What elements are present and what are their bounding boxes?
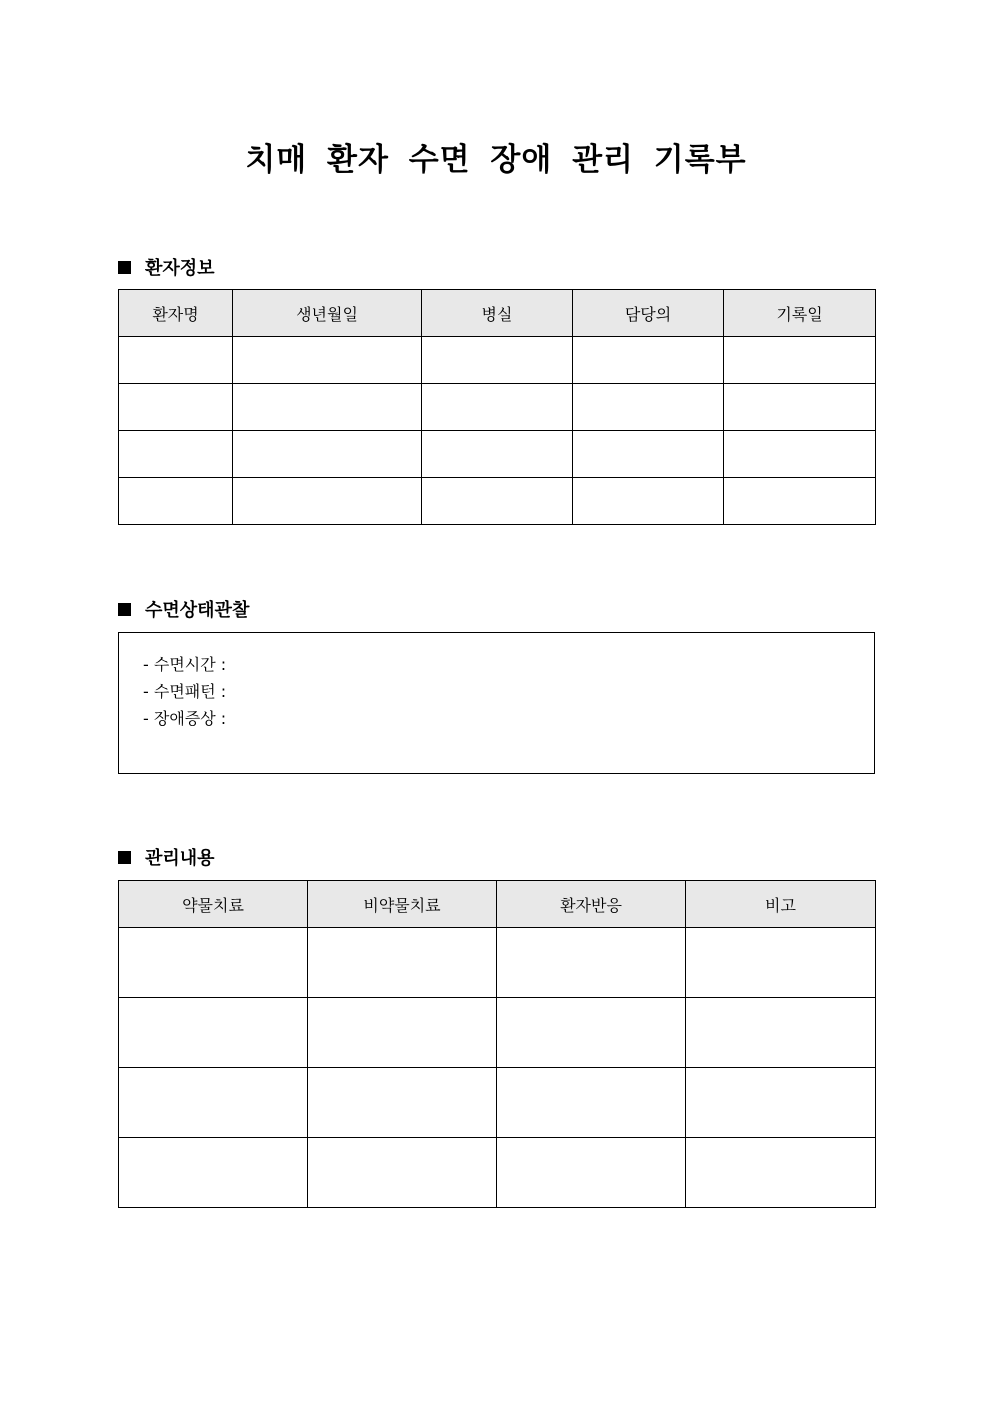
table-cell[interactable] [724,337,876,384]
sleep-observation-heading [118,596,249,622]
list-item-sleep-pattern: - 수면패턴 : [143,682,227,701]
sleep-observation-box[interactable] [118,632,875,774]
table-cell[interactable] [233,384,422,431]
table-cell[interactable] [724,384,876,431]
table-cell[interactable] [308,928,497,998]
table-cell[interactable] [119,928,308,998]
table-cell[interactable] [724,431,876,478]
table-cell[interactable] [497,928,686,998]
square-bullet-icon [118,261,131,274]
table-cell[interactable] [119,1068,308,1138]
table-cell[interactable] [308,998,497,1068]
table-cell[interactable] [119,384,233,431]
care-heading-label: 관리내용 [145,848,215,869]
table-row [119,1138,876,1208]
table-row [119,998,876,1068]
column-header-patient-response: 환자반응 [497,881,686,928]
column-header-non-medication: 비약물치료 [308,881,497,928]
table-cell[interactable] [422,431,573,478]
table-cell[interactable] [119,998,308,1068]
list-item-disorder-symptoms: - 장애증상 : [143,709,227,728]
column-header-room: 병실 [422,290,573,337]
table-cell[interactable] [422,384,573,431]
table-cell[interactable] [119,478,233,525]
column-header-birthdate: 생년월일 [233,290,422,337]
sleep-observation-heading-label: 수면상태관찰 [145,600,250,621]
table-row [119,384,876,431]
table-cell[interactable] [233,337,422,384]
square-bullet-icon [118,603,131,616]
patient-info-table [118,289,876,525]
table-cell[interactable] [233,478,422,525]
table-cell[interactable] [686,998,876,1068]
table-cell[interactable] [573,431,724,478]
list-item-sleep-time: - 수면시간 : [143,655,227,674]
table-row [119,337,876,384]
table-cell[interactable] [422,478,573,525]
column-header-patient-name: 환자명 [119,290,233,337]
column-header-medication: 약물치료 [119,881,308,928]
table-row [119,478,876,525]
table-cell[interactable] [119,337,233,384]
table-cell[interactable] [119,1138,308,1208]
table-cell[interactable] [573,337,724,384]
care-table [118,880,876,1208]
table-cell[interactable] [497,998,686,1068]
table-cell[interactable] [686,1068,876,1138]
table-cell[interactable] [686,1138,876,1208]
table-cell[interactable] [308,1068,497,1138]
table-cell[interactable] [573,384,724,431]
table-cell[interactable] [573,478,724,525]
patient-info-heading-label: 환자정보 [145,258,215,279]
table-row [119,1068,876,1138]
table-cell[interactable] [308,1138,497,1208]
table-cell[interactable] [497,1138,686,1208]
table-cell[interactable] [422,337,573,384]
table-header-row [119,290,876,337]
table-row [119,431,876,478]
square-bullet-icon [118,851,131,864]
column-header-remarks: 비고 [686,881,876,928]
table-cell[interactable] [233,431,422,478]
patient-info-heading [118,254,215,280]
table-row [119,928,876,998]
table-cell[interactable] [119,431,233,478]
care-heading [118,844,215,870]
table-header-row [119,881,876,928]
table-cell[interactable] [497,1068,686,1138]
table-cell[interactable] [724,478,876,525]
document-title: 치매 환자 수면 장애 관리 기록부 [245,142,747,178]
observation-list [119,633,874,732]
column-header-doctor: 담당의 [573,290,724,337]
table-cell[interactable] [686,928,876,998]
column-header-record-date: 기록일 [724,290,876,337]
